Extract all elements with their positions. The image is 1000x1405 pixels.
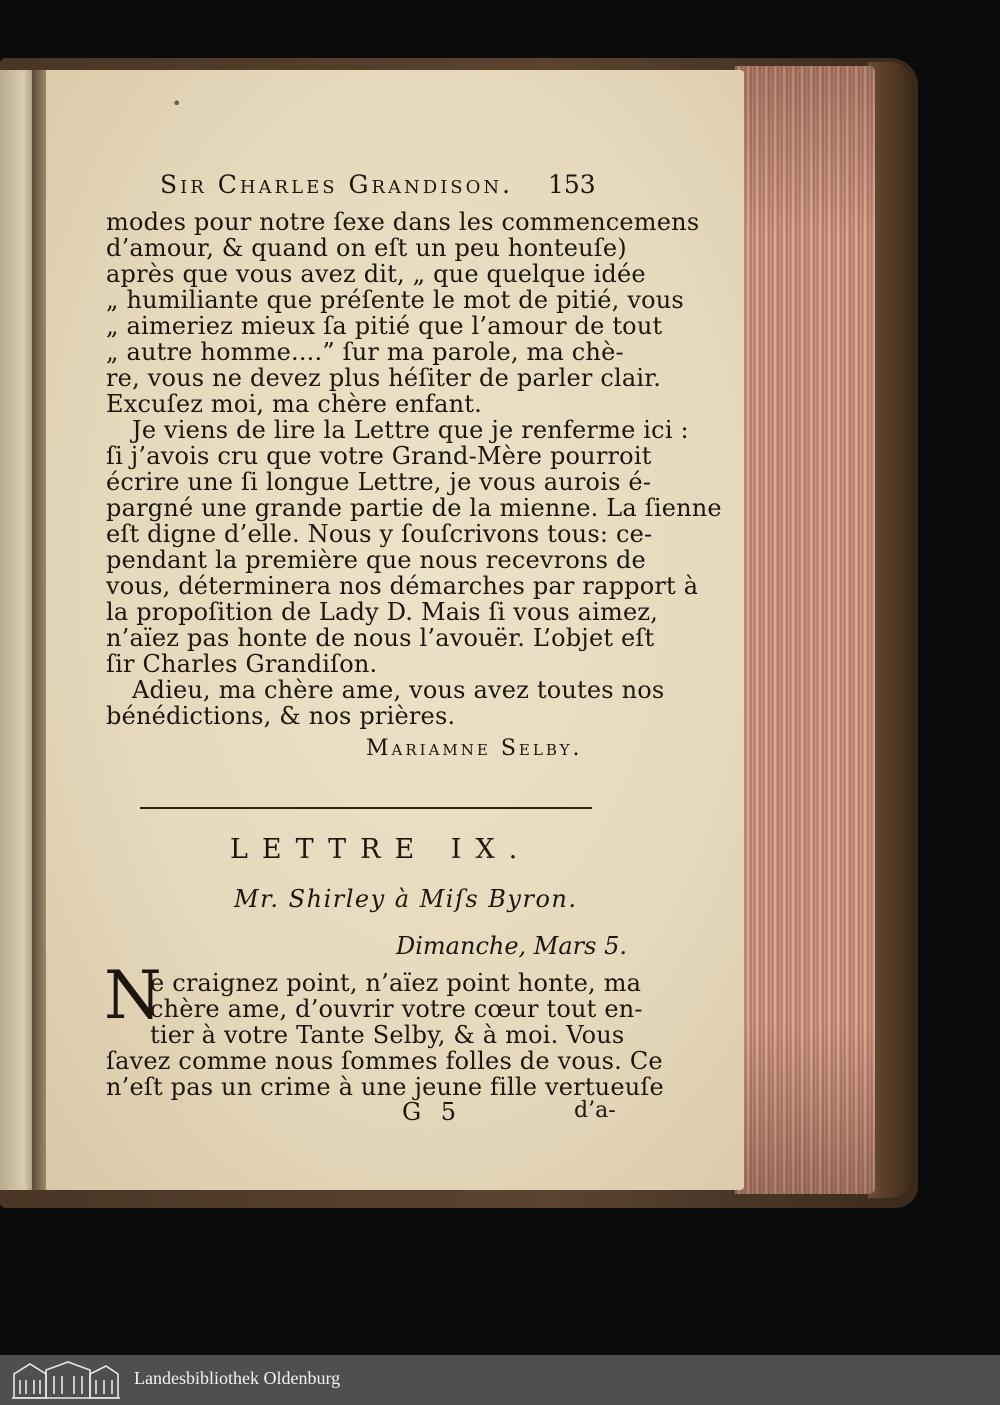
letter-title: LETTRE IX. — [230, 834, 532, 865]
footer-bar — [0, 1355, 1000, 1405]
text-line: eſt digne d’elle. Nous y ſouſcrivons tous: ce- — [106, 520, 653, 548]
text-line: re, vous ne devez plus héſiter de parler clair. — [106, 364, 662, 392]
text-line: pargné une grande partie de la mienne. La ſienne — [106, 494, 722, 522]
text-line: tier à votre Tante Selby, & à moi. Vous — [150, 1021, 625, 1049]
text-line: écrire une ſi longue Lettre, je vous aurois é- — [106, 468, 652, 496]
library-building-logo-icon — [10, 1360, 122, 1400]
section-divider — [140, 807, 592, 809]
letter-address: Mr. Shirley à Miſs Byron. — [234, 885, 578, 913]
page-flourish: • — [172, 94, 182, 113]
text-line: Je viens de lire la Lettre que je renferme ici : — [132, 416, 689, 444]
catchword: d’a- — [574, 1098, 616, 1123]
text-line: modes pour notre ſexe dans les commencemens — [106, 208, 700, 236]
text-line: pendant la première que nous recevrons de — [106, 546, 646, 574]
drop-cap: N — [104, 957, 162, 1034]
signature: Mariamne Selby. — [366, 736, 583, 761]
page-edges-shade — [735, 66, 875, 1194]
text-line: n’eſt pas un crime à une jeune fille vertueuſe — [106, 1073, 664, 1101]
text-line: ſi j’avois cru que votre Grand-Mère pourroit — [106, 442, 652, 470]
text-line: chère ame, d’ouvrir votre cœur tout en- — [150, 995, 643, 1023]
text-line: Excuſez moi, ma chère enfant. — [106, 390, 482, 418]
text-line: Adieu, ma chère ame, vous avez toutes nos — [132, 676, 665, 704]
signature-mark: G 5 — [402, 1098, 463, 1126]
text-line: „ aimeriez mieux ſa pitié que l’amour de tout — [106, 312, 663, 340]
page-text — [44, 70, 744, 1190]
text-line: d’amour, & quand on eſt un peu honteuſe) — [106, 234, 627, 262]
text-line: n’aïez pas honte de nous l’avouër. L’objet eſt — [106, 624, 655, 652]
text-line: ſavez comme nous ſommes folles de vous. Ce — [106, 1047, 663, 1075]
text-line: „ autre homme....” ſur ma parole, ma chè- — [106, 338, 624, 366]
footer-label: Landesbibliothek Oldenburg — [134, 1368, 341, 1388]
previous-page-edge — [0, 70, 34, 1190]
running-header: Sir Charles Grandison. — [160, 170, 514, 199]
text-line: „ humiliante que préſente le mot de pitié, vous — [106, 286, 684, 314]
text-line: e craignez point, n’aïez point honte, ma — [150, 969, 642, 997]
page-number: 153 — [548, 170, 596, 199]
text-line: après que vous avez dit, „ que quelque idée — [106, 260, 646, 288]
letter-date: Dimanche, Mars 5. — [396, 932, 627, 960]
text-line: vous, déterminera nos démarches par rapport à — [106, 572, 699, 600]
text-line: la propoſition de Lady D. Mais ſi vous aimez, — [106, 598, 659, 626]
text-line: bénédictions, & nos prières. — [106, 702, 456, 730]
text-line: ſir Charles Grandiſon. — [106, 650, 378, 678]
